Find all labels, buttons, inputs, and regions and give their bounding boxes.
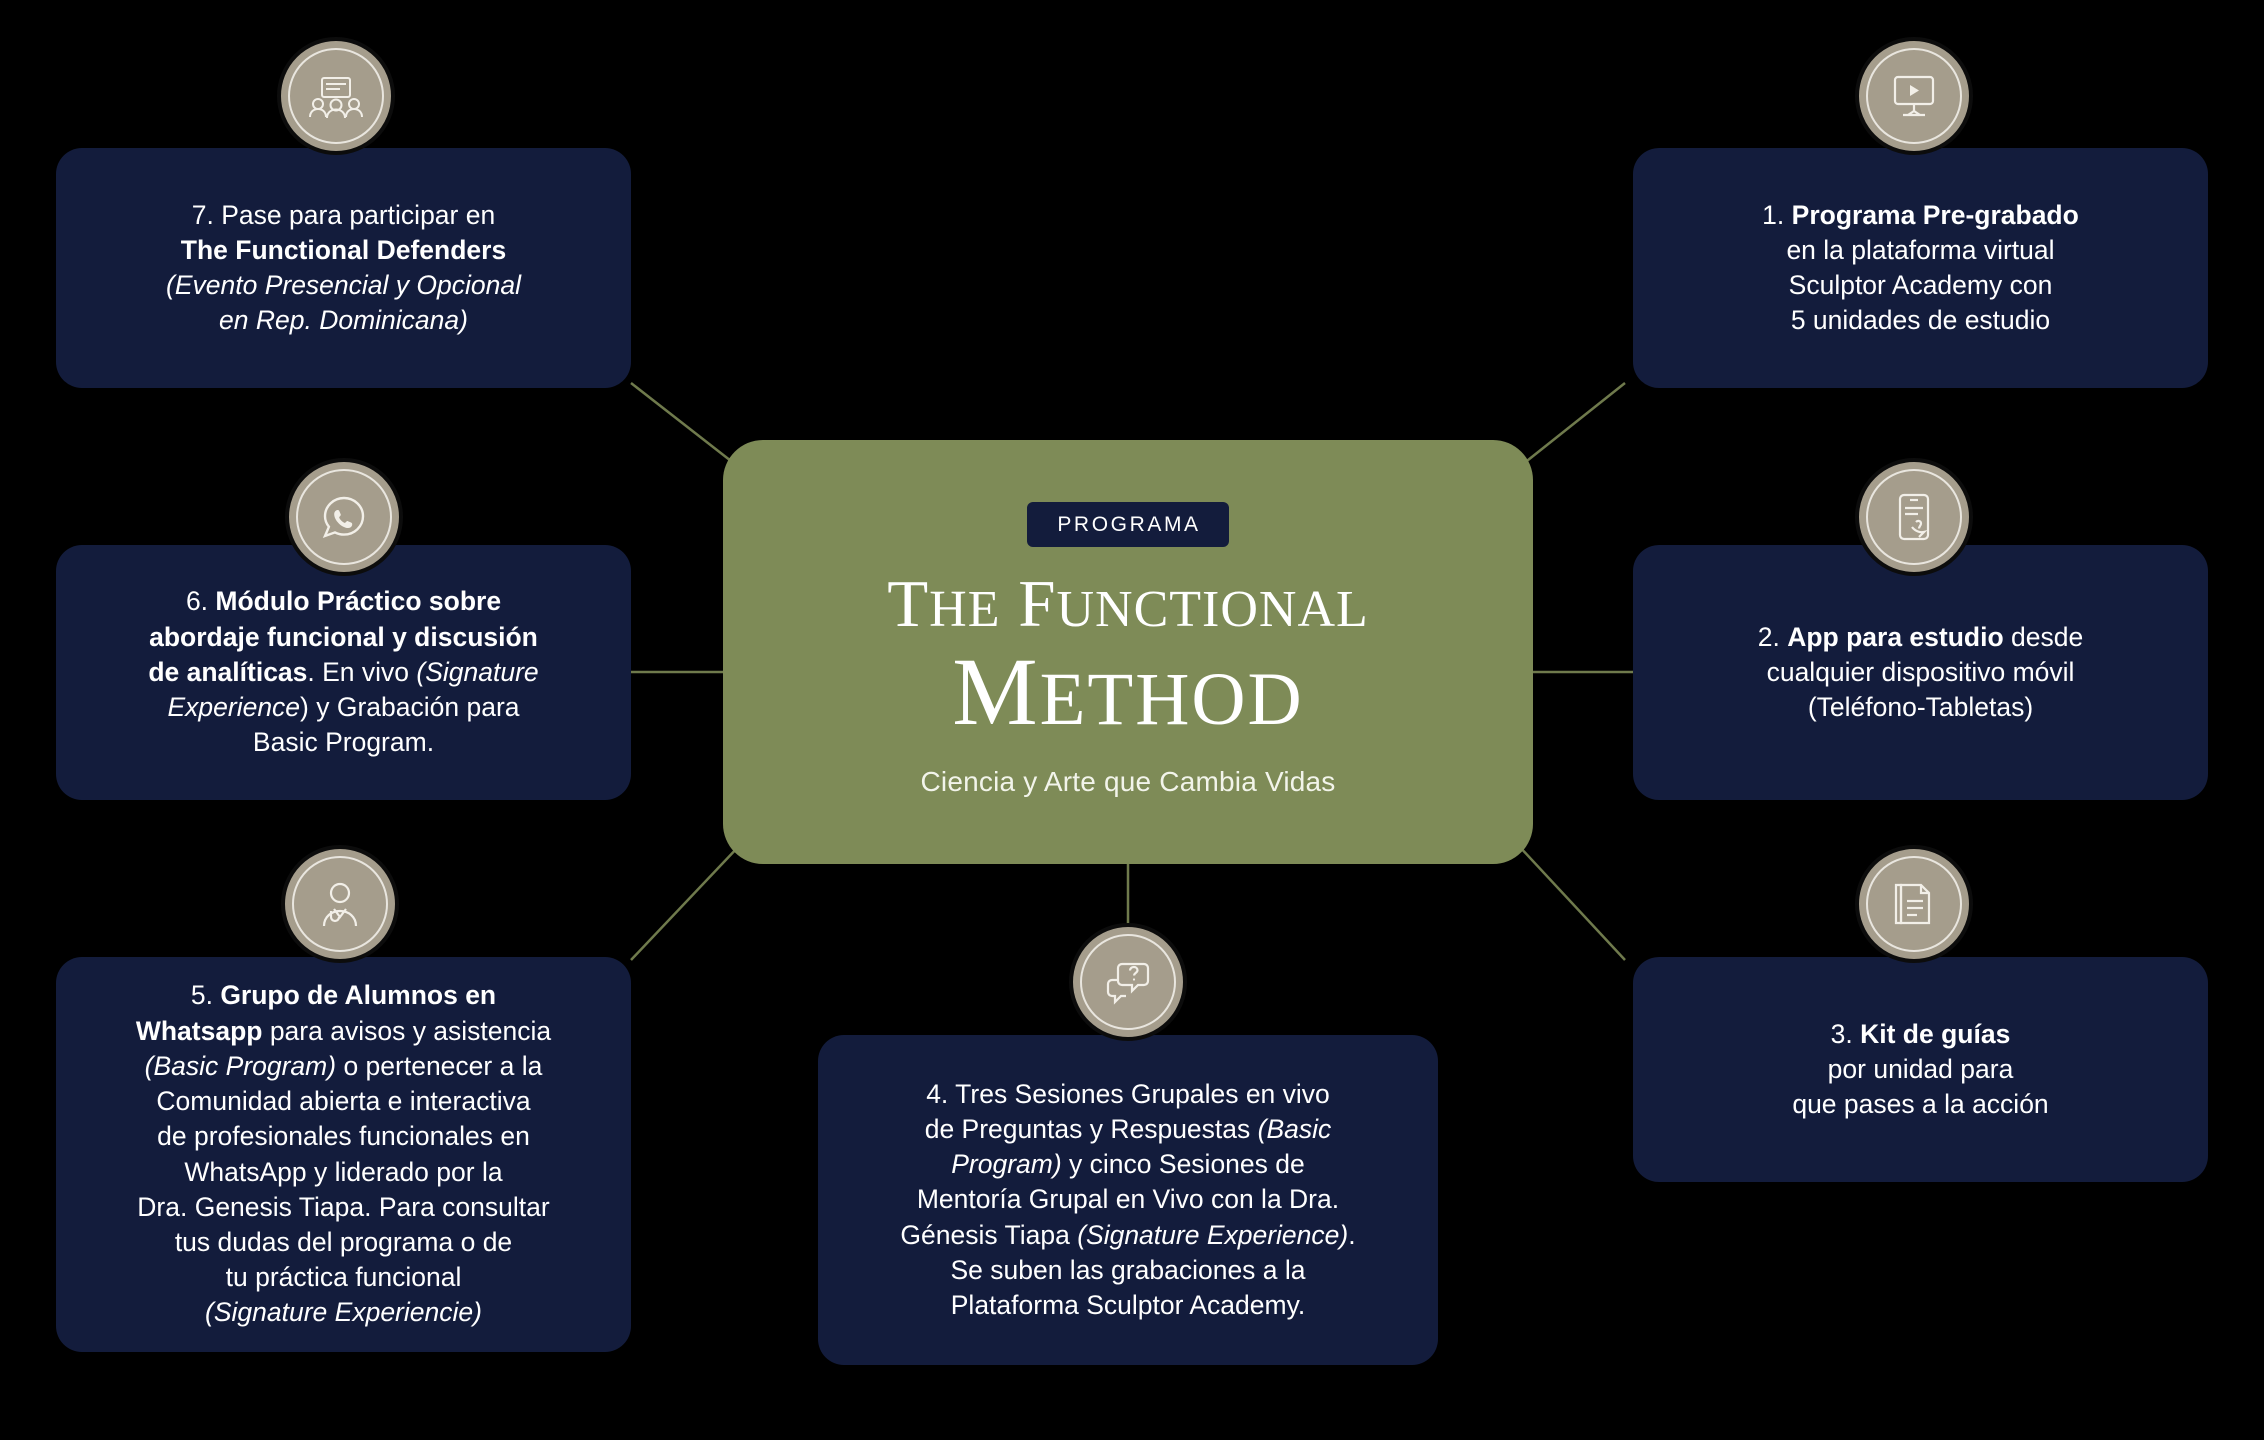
page-title bbox=[887, 567, 1369, 745]
node-card-2 bbox=[1633, 545, 2208, 800]
node-7-text: 7. Pase para participar en The Functional Defenders (Evento Presencial y Opcional en Rep. Dominicana) bbox=[166, 199, 521, 336]
connector-node-7 bbox=[631, 383, 740, 468]
mobile-app-icon bbox=[1855, 458, 1973, 576]
node-card-3 bbox=[1633, 957, 2208, 1182]
node-4-text: 4. Tres Sesiones Grupales en vivo de Preguntas y Respuestas (Basic Program) y cinco Sesiones de Mentoría Grupal en Vivo con la Dra. Génesis Tiapa (Signature Experience). Se suben las grabaciones a la Plataforma Sculptor Academy. bbox=[900, 1078, 1356, 1321]
doctor-avatar-icon bbox=[281, 845, 399, 963]
node-5-text: 5. Grupo de Alumnos en Whatsapp para avisos y asistencia (Basic Program) o pertenecer a la Comunidad abierta e interactiva de profesionales funcionales en WhatsApp y liderado por la Dra. Genesis Tiapa. Para consultar tus dudas del programa o de tu práctica funcional (Signature Experiencie) bbox=[135, 980, 552, 1328]
video-presentation-icon bbox=[1855, 37, 1973, 155]
node-card-6 bbox=[56, 545, 631, 800]
guide-book-icon bbox=[1855, 845, 1973, 963]
node-3-text: 3. Kit de guías por unidad para que pases a la acción bbox=[1792, 1018, 2049, 1120]
node-1-text: 1. Programa Pre-grabado en la plataforma virtual Sculptor Academy con 5 unidades de estudio bbox=[1762, 199, 2079, 336]
question-chat-icon bbox=[1069, 923, 1187, 1041]
program-pill: PROGRAMA bbox=[1027, 502, 1228, 547]
node-6-text: 6. Módulo Práctico sobre abordaje funcional y discusión de analíticas. En vivo (Signature Experience) y Grabación para Basic Program. bbox=[148, 586, 539, 758]
connector-node-5 bbox=[631, 845, 740, 960]
title-line-1: THE FUNCTIONAL bbox=[887, 567, 1369, 641]
node-2-text: 2. App para estudio desde cualquier dispositivo móvil (Teléfono-Tabletas) bbox=[1757, 621, 2084, 723]
center-card bbox=[723, 440, 1533, 864]
connector-node-3 bbox=[1518, 845, 1625, 960]
connector-node-1 bbox=[1518, 383, 1625, 468]
node-card-4 bbox=[818, 1035, 1438, 1365]
title-line-2: METHOD bbox=[952, 638, 1304, 745]
node-card-1 bbox=[1633, 148, 2208, 388]
node-card-7 bbox=[56, 148, 631, 388]
center-subtitle: Ciencia y Arte que Cambia Vidas bbox=[920, 766, 1336, 797]
group-meeting-icon bbox=[277, 37, 395, 155]
whatsapp-icon bbox=[285, 458, 403, 576]
node-card-5 bbox=[56, 957, 631, 1352]
